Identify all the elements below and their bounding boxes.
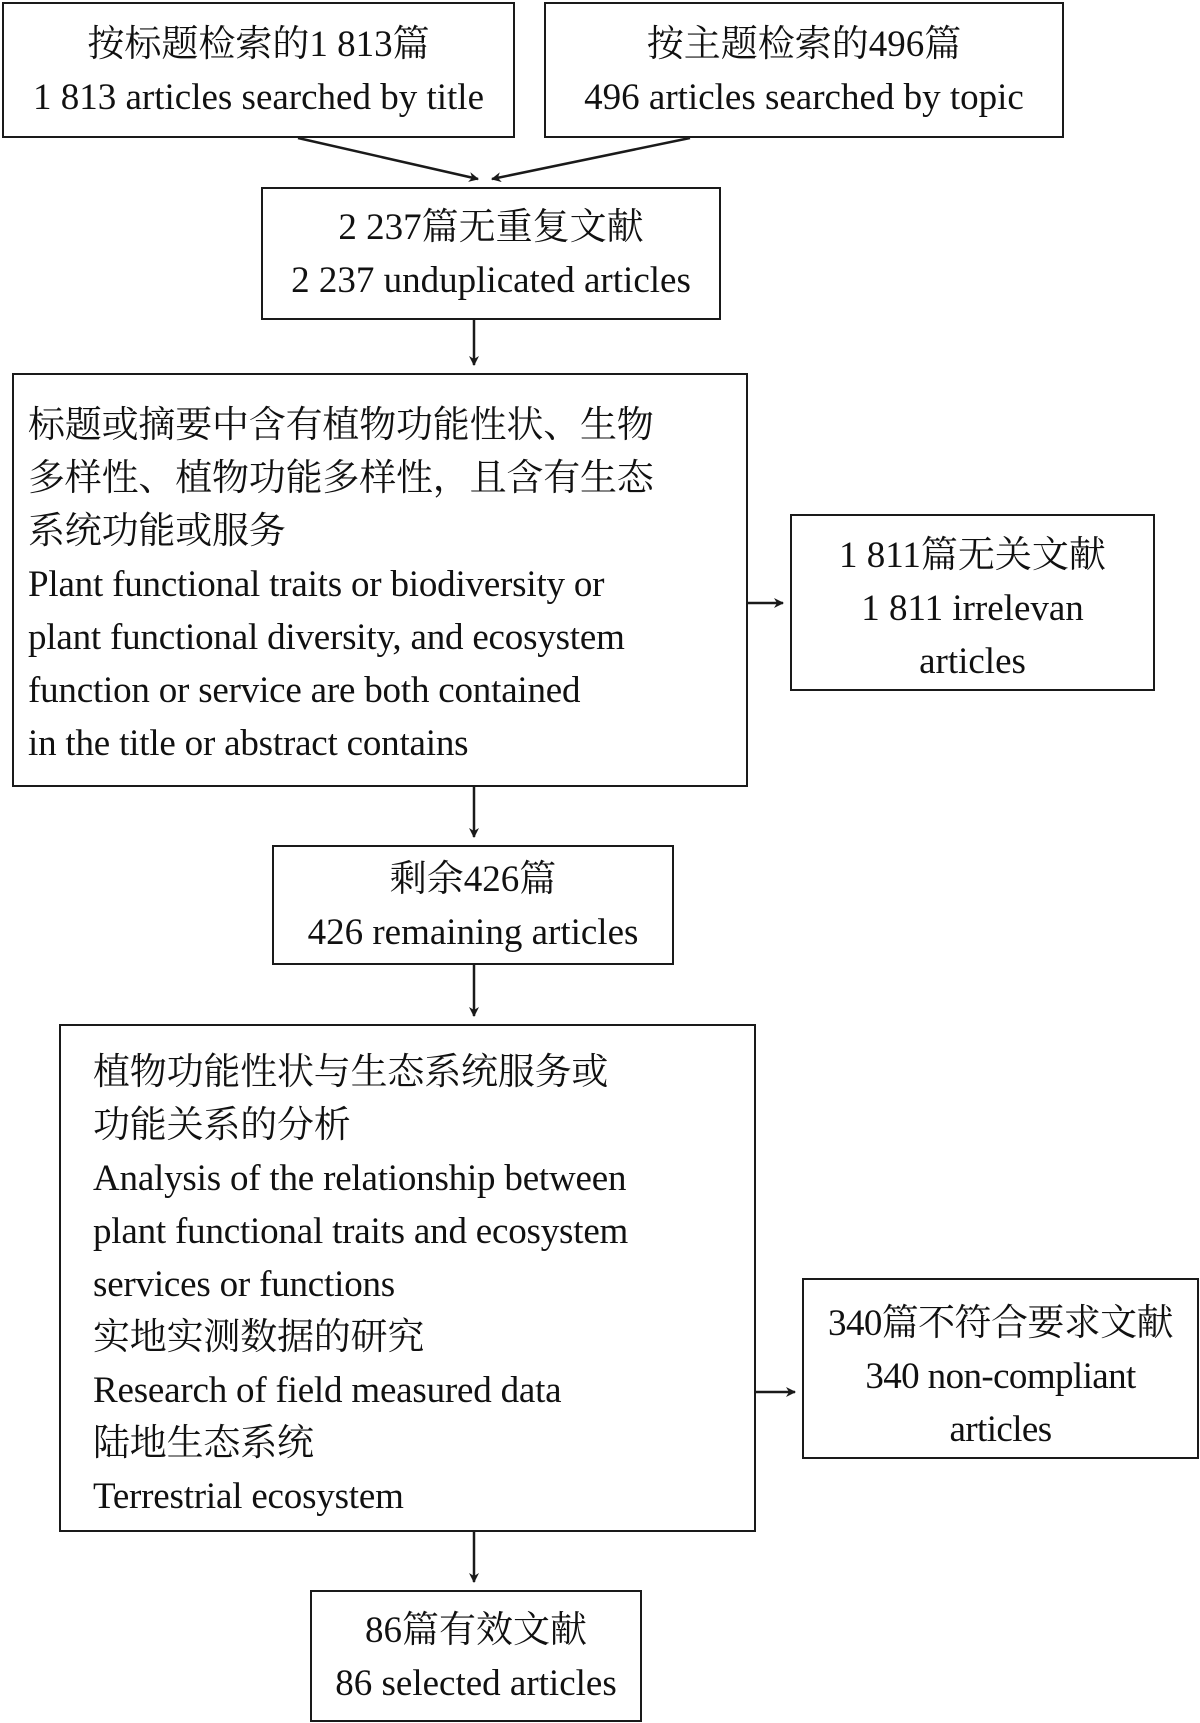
criteria-line: 系统功能或服务 (28, 511, 286, 552)
box-zh-label: 剩余426篇 (389, 859, 557, 900)
arrow-title-to-dedup (298, 138, 478, 179)
criteria-line: 功能关系的分析 (93, 1105, 351, 1146)
criteria-line: 实地实测数据的研究 (93, 1317, 425, 1358)
box-line: articles (919, 641, 1026, 682)
box-zh-label: 按标题检索的1 813篇 (87, 24, 430, 65)
box-inclusion-criteria-2 (59, 1024, 756, 1532)
criteria-line: 标题或摘要中含有植物功能性状、生物 (28, 405, 654, 446)
box-en-label: 496 articles searched by topic (584, 77, 1024, 118)
criteria-line: Plant functional traits or biodiversity or (28, 564, 605, 605)
criteria-line: plant functional traits and ecosystem (93, 1211, 629, 1252)
box-non-compliant-articles (802, 1278, 1199, 1459)
criteria-line: Analysis of the relationship between (93, 1158, 627, 1199)
box-en-label: 86 selected articles (335, 1663, 617, 1704)
box-en-label: 1 813 articles searched by title (32, 77, 485, 118)
criteria-line: plant functional diversity, and ecosystem (28, 617, 625, 658)
criteria-line: Terrestrial ecosystem (93, 1476, 404, 1517)
box-zh-label: 86篇有效文献 (365, 1610, 587, 1651)
box-zh-label: 2 237篇无重复文献 (338, 207, 644, 248)
criteria-line: services or functions (93, 1264, 395, 1305)
criteria-line: 多样性、植物功能多样性，且含有生态 (28, 458, 654, 499)
criteria-line: 植物功能性状与生态系统服务或 (93, 1052, 609, 1093)
criteria-line: Research of field measured data (93, 1370, 562, 1411)
box-line: 1 811篇无关文献 (839, 535, 1106, 576)
box-en-label: 2 237 unduplicated articles (291, 260, 691, 301)
box-searched-by-title (2, 2, 515, 138)
criteria-line: in the title or abstract contains (28, 723, 469, 764)
box-line: articles (949, 1409, 1052, 1450)
box-unduplicated (261, 187, 721, 320)
box-searched-by-topic (544, 2, 1064, 138)
box-line: 1 811 irrelevan (861, 588, 1084, 629)
box-en-label: 426 remaining articles (307, 912, 639, 953)
box-line: 340 non-compliant (865, 1356, 1136, 1397)
box-line: 340篇不符合要求文献 (828, 1303, 1173, 1344)
box-zh-label: 按主题检索的496篇 (646, 24, 962, 65)
box-remaining-articles (272, 845, 674, 965)
box-inclusion-criteria-1 (12, 373, 748, 787)
criteria-line: 陆地生态系统 (93, 1423, 314, 1464)
arrow-topic-to-dedup (492, 138, 690, 179)
box-selected-articles (310, 1590, 642, 1722)
criteria-line: function or service are both contained (28, 670, 581, 711)
box-irrelevant-articles (790, 514, 1155, 691)
